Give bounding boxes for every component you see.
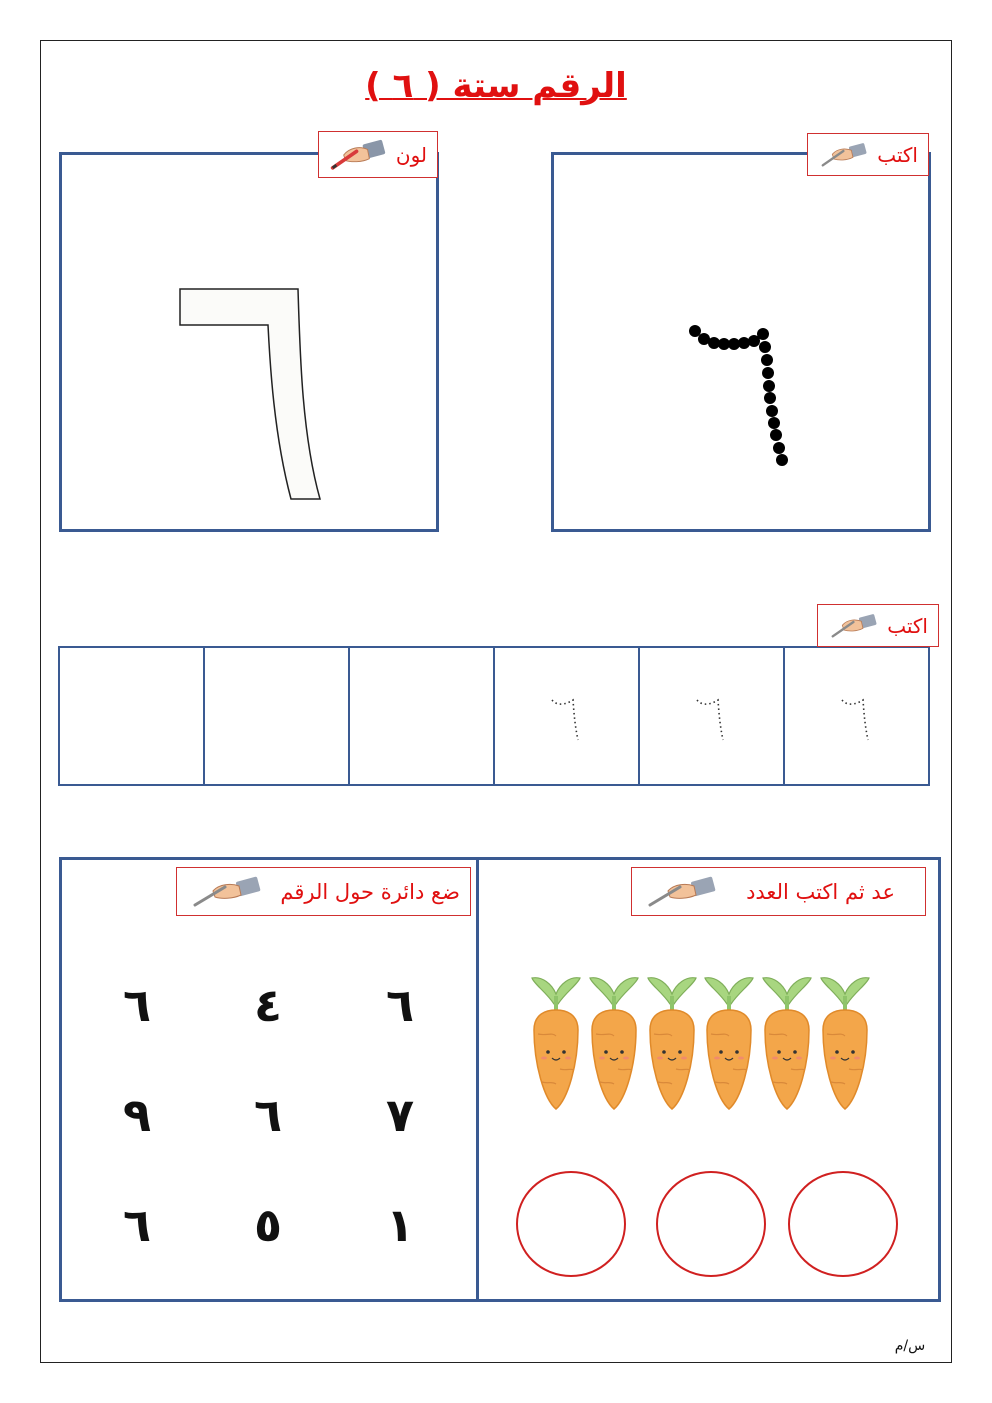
outline-six-shape[interactable]	[62, 155, 442, 535]
dotted-six-small	[495, 648, 642, 788]
number-option[interactable]: ٦	[253, 1088, 283, 1142]
dotted-six-shape[interactable]	[554, 155, 934, 535]
carrot-icon	[590, 978, 638, 1109]
carrot-icon	[705, 978, 753, 1109]
dotted-six-small	[785, 648, 932, 788]
number-option[interactable]: ٦	[122, 1198, 152, 1252]
color-box[interactable]	[59, 152, 439, 532]
number-option[interactable]: ٦	[385, 978, 415, 1032]
carrot-icon	[821, 978, 869, 1109]
number-option[interactable]: ٦	[122, 978, 152, 1032]
answer-circle[interactable]	[516, 1171, 626, 1277]
carrot-icon	[532, 978, 580, 1109]
answer-circle[interactable]	[788, 1171, 898, 1277]
number-option[interactable]: ١	[385, 1198, 415, 1252]
count-label	[631, 867, 926, 916]
carrot-icon	[648, 978, 696, 1109]
answer-circle[interactable]	[656, 1171, 766, 1277]
carrots-group	[520, 972, 880, 1117]
circle-label-text: ضع دائرة حول الرقم	[280, 879, 460, 904]
write-label-top-text: اكتب	[877, 142, 918, 167]
count-label-text: عد ثم اكتب العدد	[746, 879, 895, 904]
practice-cell[interactable]	[348, 646, 495, 786]
write-label-row-text: اكتب	[887, 613, 928, 638]
page-title: الرقم ستة ( ٦ )	[365, 66, 627, 106]
practice-cell[interactable]	[58, 646, 205, 786]
number-option[interactable]: ٩	[122, 1088, 152, 1142]
number-option[interactable]: ٧	[385, 1088, 415, 1142]
hand-pencil-icon	[329, 137, 386, 173]
practice-cell[interactable]	[203, 646, 350, 786]
practice-row	[58, 646, 930, 786]
bottom-divider	[476, 857, 479, 1302]
write-label-top	[807, 133, 929, 176]
color-label-text: لون	[395, 142, 427, 167]
hand-pencil-icon	[828, 609, 877, 643]
practice-cell-traced[interactable]	[638, 646, 785, 786]
footer-mark: س/م	[894, 1338, 926, 1354]
carrot-icon	[763, 978, 811, 1109]
number-option[interactable]: ٤	[253, 978, 283, 1032]
practice-cell-traced[interactable]	[493, 646, 640, 786]
circle-label	[176, 867, 471, 916]
write-label-row	[817, 604, 939, 647]
write-box[interactable]	[551, 152, 931, 532]
color-label	[318, 131, 438, 178]
hand-pencil-icon	[818, 138, 867, 172]
hand-pencil-icon	[187, 875, 261, 909]
practice-cell-traced[interactable]	[783, 646, 930, 786]
hand-pencil-icon	[642, 875, 716, 909]
number-option[interactable]: ٥	[253, 1198, 283, 1252]
dotted-six-small	[640, 648, 787, 788]
